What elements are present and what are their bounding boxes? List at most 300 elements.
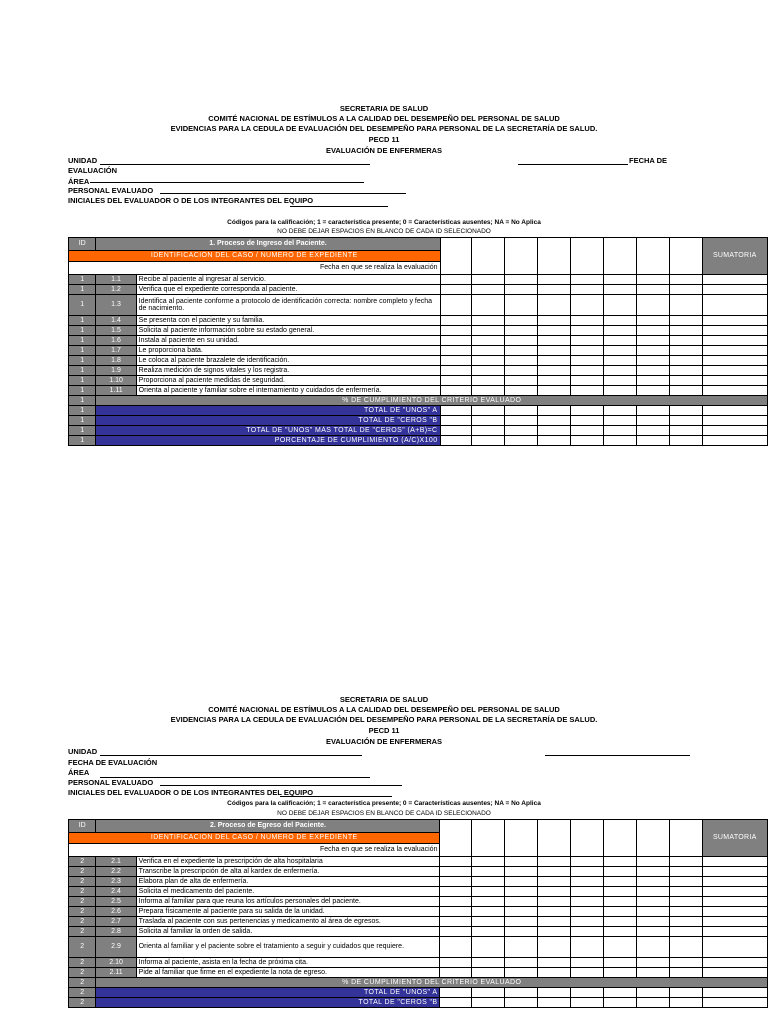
score-cell[interactable] (537, 376, 570, 386)
score-cell[interactable] (603, 295, 636, 316)
score-cell[interactable] (603, 366, 636, 376)
score-cell[interactable] (440, 436, 471, 446)
score-cell[interactable] (669, 998, 702, 1008)
score-cell[interactable] (669, 416, 702, 426)
score-cell[interactable] (471, 316, 504, 326)
area-label: ÁREA (68, 177, 90, 186)
score-cell[interactable] (537, 917, 570, 927)
score-cell[interactable] (636, 406, 669, 416)
score-cell[interactable] (636, 416, 669, 426)
score-cell[interactable] (471, 356, 504, 366)
score-cell[interactable] (570, 336, 603, 346)
sumatoria-cell[interactable] (702, 958, 767, 968)
score-cell[interactable] (537, 958, 570, 968)
score-cell[interactable] (669, 366, 702, 376)
score-cell[interactable] (471, 275, 504, 285)
score-cell[interactable] (504, 436, 537, 446)
id-header: ID (69, 820, 96, 833)
score-cell[interactable] (440, 867, 471, 877)
score-cell[interactable] (636, 907, 669, 917)
score-cell[interactable] (603, 988, 636, 998)
score-cell[interactable] (471, 416, 504, 426)
score-cell[interactable] (570, 907, 603, 917)
score-cell[interactable] (669, 927, 702, 937)
score-cell[interactable] (504, 285, 537, 295)
score-cell[interactable] (570, 968, 603, 978)
score-cell[interactable] (504, 988, 537, 998)
criterion-text: Proporciona al paciente medidas de seguridad. (136, 376, 440, 386)
score-cell[interactable] (471, 968, 504, 978)
score-cell[interactable] (669, 857, 702, 867)
score-cell[interactable] (636, 958, 669, 968)
score-cell[interactable] (504, 857, 537, 867)
sumatoria-cell[interactable] (702, 346, 767, 356)
score-cell[interactable] (440, 275, 471, 285)
score-cell[interactable] (471, 426, 504, 436)
score-cell[interactable] (471, 326, 504, 336)
iniciales-field[interactable] (280, 796, 392, 797)
score-cell[interactable] (440, 907, 471, 917)
score-cell[interactable] (537, 968, 570, 978)
score-cell[interactable] (504, 386, 537, 396)
score-cell[interactable] (669, 917, 702, 927)
sumatoria-cell[interactable] (702, 326, 767, 336)
score-cell[interactable] (537, 857, 570, 867)
score-cell[interactable] (537, 937, 570, 958)
score-cell[interactable] (603, 285, 636, 295)
score-cell[interactable] (636, 356, 669, 366)
score-cell[interactable] (537, 877, 570, 887)
score-cell[interactable] (537, 346, 570, 356)
score-cell[interactable] (471, 927, 504, 937)
score-cell[interactable] (570, 275, 603, 285)
score-cell[interactable] (440, 917, 471, 927)
sumatoria-cell[interactable] (702, 436, 767, 446)
score-cell[interactable] (471, 406, 504, 416)
criterion-number: 2.10 (96, 958, 136, 968)
sumatoria-cell[interactable] (702, 376, 767, 386)
score-cell[interactable] (603, 877, 636, 887)
score-cell[interactable] (669, 336, 702, 346)
area-field[interactable] (90, 182, 364, 183)
score-cell[interactable] (570, 366, 603, 376)
score-cell[interactable] (636, 887, 669, 897)
score-cell[interactable] (669, 295, 702, 316)
score-cell[interactable] (603, 927, 636, 937)
score-cell[interactable] (570, 927, 603, 937)
score-cell[interactable] (504, 917, 537, 927)
score-cell[interactable] (669, 887, 702, 897)
sumatoria-cell[interactable] (702, 927, 767, 937)
mark-col-header[interactable] (440, 820, 471, 857)
score-cell[interactable] (570, 436, 603, 446)
score-cell[interactable] (636, 326, 669, 336)
score-cell[interactable] (570, 295, 603, 316)
score-cell[interactable] (471, 376, 504, 386)
score-cell[interactable] (603, 937, 636, 958)
score-cell[interactable] (471, 436, 504, 446)
score-cell[interactable] (440, 406, 471, 416)
row-id: 1 (69, 346, 96, 356)
score-cell[interactable] (537, 887, 570, 897)
score-cell[interactable] (537, 316, 570, 326)
criterion-row (69, 366, 768, 376)
sumatoria-cell[interactable] (702, 968, 767, 978)
score-cell[interactable] (636, 436, 669, 446)
sumatoria-cell[interactable] (702, 275, 767, 285)
score-cell[interactable] (570, 326, 603, 336)
score-cell[interactable] (603, 887, 636, 897)
score-cell[interactable] (471, 285, 504, 295)
score-cell[interactable] (440, 376, 471, 386)
sumatoria-cell[interactable] (702, 336, 767, 346)
score-cell[interactable] (603, 275, 636, 285)
mark-col-header[interactable] (603, 820, 636, 857)
score-cell[interactable] (570, 857, 603, 867)
score-cell[interactable] (537, 988, 570, 998)
sumatoria-cell[interactable] (702, 907, 767, 917)
score-cell[interactable] (504, 968, 537, 978)
score-cell[interactable] (603, 968, 636, 978)
score-cell[interactable] (669, 877, 702, 887)
score-cell[interactable] (636, 867, 669, 877)
sumatoria-cell[interactable] (702, 416, 767, 426)
score-cell[interactable] (570, 998, 603, 1008)
score-cell[interactable] (537, 356, 570, 366)
score-cell[interactable] (636, 366, 669, 376)
score-cell[interactable] (471, 867, 504, 877)
score-cell[interactable] (471, 937, 504, 958)
mark-col-header[interactable] (537, 820, 570, 857)
score-cell[interactable] (504, 376, 537, 386)
score-cell[interactable] (669, 436, 702, 446)
score-cell[interactable] (504, 998, 537, 1008)
score-cell[interactable] (537, 386, 570, 396)
score-cell[interactable] (636, 937, 669, 958)
score-cell[interactable] (570, 346, 603, 356)
sumatoria-cell[interactable] (702, 877, 767, 887)
score-cell[interactable] (440, 927, 471, 937)
score-cell[interactable] (570, 917, 603, 927)
score-cell[interactable] (636, 346, 669, 356)
score-cell[interactable] (669, 285, 702, 295)
score-cell[interactable] (669, 968, 702, 978)
score-cell[interactable] (603, 326, 636, 336)
sumatoria-cell[interactable] (702, 998, 767, 1008)
score-cell[interactable] (603, 436, 636, 446)
score-cell[interactable] (669, 958, 702, 968)
score-cell[interactable] (636, 386, 669, 396)
mark-col-header[interactable] (570, 238, 603, 275)
score-cell[interactable] (570, 426, 603, 436)
score-cell[interactable] (603, 356, 636, 366)
score-cell[interactable] (603, 897, 636, 907)
score-cell[interactable] (669, 376, 702, 386)
score-cell[interactable] (537, 927, 570, 937)
score-cell[interactable] (669, 356, 702, 366)
score-cell[interactable] (603, 907, 636, 917)
score-cell[interactable] (504, 346, 537, 356)
score-cell[interactable] (504, 416, 537, 426)
score-cell[interactable] (471, 988, 504, 998)
score-cell[interactable] (537, 285, 570, 295)
score-cell[interactable] (636, 376, 669, 386)
score-cell[interactable] (570, 416, 603, 426)
mark-col-header[interactable] (504, 238, 537, 275)
score-cell[interactable] (669, 988, 702, 998)
score-cell[interactable] (537, 366, 570, 376)
score-cell[interactable] (504, 316, 537, 326)
score-cell[interactable] (570, 958, 603, 968)
mark-col-header[interactable] (471, 820, 504, 857)
score-cell[interactable] (603, 416, 636, 426)
score-cell[interactable] (669, 316, 702, 326)
score-cell[interactable] (570, 386, 603, 396)
score-cell[interactable] (440, 968, 471, 978)
score-cell[interactable] (440, 316, 471, 326)
score-cell[interactable] (603, 998, 636, 1008)
score-cell[interactable] (504, 336, 537, 346)
score-cell[interactable] (471, 366, 504, 376)
score-cell[interactable] (570, 316, 603, 326)
score-cell[interactable] (636, 275, 669, 285)
score-cell[interactable] (440, 877, 471, 887)
score-cell[interactable] (440, 998, 471, 1008)
score-cell[interactable] (570, 285, 603, 295)
mark-col-header[interactable] (537, 238, 570, 275)
sumatoria-cell[interactable] (702, 406, 767, 416)
mark-col-header[interactable] (636, 238, 669, 275)
score-cell[interactable] (537, 436, 570, 446)
sumatoria-cell[interactable] (702, 937, 767, 958)
score-cell[interactable] (440, 326, 471, 336)
score-cell[interactable] (603, 336, 636, 346)
score-cell[interactable] (636, 968, 669, 978)
score-cell[interactable] (537, 998, 570, 1008)
score-cell[interactable] (537, 336, 570, 346)
score-cell[interactable] (603, 857, 636, 867)
score-cell[interactable] (504, 406, 537, 416)
total-unos-row (69, 406, 768, 416)
score-cell[interactable] (440, 958, 471, 968)
score-cell[interactable] (570, 887, 603, 897)
score-cell[interactable] (603, 386, 636, 396)
score-cell[interactable] (471, 958, 504, 968)
score-cell[interactable] (440, 887, 471, 897)
sumatoria-cell[interactable] (702, 366, 767, 376)
score-cell[interactable] (440, 336, 471, 346)
score-cell[interactable] (440, 346, 471, 356)
mark-col-header[interactable] (471, 238, 504, 275)
score-cell[interactable] (504, 275, 537, 285)
score-cell[interactable] (440, 356, 471, 366)
score-cell[interactable] (537, 416, 570, 426)
score-cell[interactable] (504, 927, 537, 937)
criterion-number: 1.4 (96, 316, 136, 326)
score-cell[interactable] (440, 295, 471, 316)
score-cell[interactable] (537, 406, 570, 416)
score-cell[interactable] (537, 907, 570, 917)
score-cell[interactable] (636, 336, 669, 346)
score-cell[interactable] (570, 988, 603, 998)
score-cell[interactable] (537, 295, 570, 316)
header-secretaria: SECRETARIA DE SALUD (339, 104, 429, 113)
score-cell[interactable] (537, 326, 570, 336)
score-cell[interactable] (440, 366, 471, 376)
score-cell[interactable] (669, 346, 702, 356)
score-cell[interactable] (504, 295, 537, 316)
score-cell[interactable] (471, 857, 504, 867)
score-cell[interactable] (471, 897, 504, 907)
sumatoria-cell[interactable] (702, 295, 767, 316)
score-cell[interactable] (504, 887, 537, 897)
unidad-label: UNIDAD (68, 747, 98, 756)
total-ceros-row (69, 416, 768, 426)
mark-col-header[interactable] (504, 820, 537, 857)
fecha-field[interactable] (518, 164, 628, 165)
score-cell[interactable] (603, 917, 636, 927)
sumatoria-cell[interactable] (702, 356, 767, 366)
mark-col-header[interactable] (570, 820, 603, 857)
score-cell[interactable] (504, 326, 537, 336)
score-cell[interactable] (669, 867, 702, 877)
score-cell[interactable] (504, 426, 537, 436)
sumatoria-cell[interactable] (702, 285, 767, 295)
score-cell[interactable] (669, 426, 702, 436)
score-cell[interactable] (570, 376, 603, 386)
score-cell[interactable] (570, 877, 603, 887)
score-cell[interactable] (471, 998, 504, 1008)
score-cell[interactable] (471, 336, 504, 346)
score-cell[interactable] (504, 958, 537, 968)
iniciales-field[interactable] (290, 206, 388, 207)
score-cell[interactable] (603, 406, 636, 416)
unidad-field[interactable] (100, 164, 370, 165)
score-cell[interactable] (603, 958, 636, 968)
criterion-text: Orienta al paciente y familiar sobre el internamiento y cuidados de enfermería. (136, 386, 440, 396)
mark-col-header[interactable] (440, 238, 471, 275)
criterion-number: 2.11 (96, 968, 136, 978)
mark-col-header[interactable] (669, 820, 702, 857)
sumatoria-cell[interactable] (702, 857, 767, 867)
sumatoria-cell[interactable] (702, 316, 767, 326)
score-cell[interactable] (537, 897, 570, 907)
score-cell[interactable] (636, 998, 669, 1008)
score-cell[interactable] (504, 907, 537, 917)
row-id: 1 (69, 285, 96, 295)
score-cell[interactable] (440, 426, 471, 436)
score-cell[interactable] (669, 897, 702, 907)
row-id: 1 (69, 376, 96, 386)
score-cell[interactable] (440, 937, 471, 958)
score-cell[interactable] (636, 988, 669, 998)
score-cell[interactable] (504, 897, 537, 907)
score-cell[interactable] (440, 988, 471, 998)
score-cell[interactable] (471, 386, 504, 396)
score-cell[interactable] (669, 907, 702, 917)
score-cell[interactable] (669, 275, 702, 285)
criterion-text: Le proporciona bata. (136, 346, 440, 356)
score-cell[interactable] (636, 897, 669, 907)
sumatoria-cell[interactable] (702, 426, 767, 436)
score-cell[interactable] (636, 927, 669, 937)
score-cell[interactable] (504, 937, 537, 958)
score-cell[interactable] (570, 897, 603, 907)
score-cell[interactable] (636, 917, 669, 927)
score-cell[interactable] (636, 316, 669, 326)
score-cell[interactable] (440, 386, 471, 396)
score-cell[interactable] (537, 426, 570, 436)
score-cell[interactable] (570, 867, 603, 877)
score-cell[interactable] (636, 285, 669, 295)
score-cell[interactable] (471, 887, 504, 897)
sumatoria-cell[interactable] (702, 887, 767, 897)
sumatoria-cell[interactable] (702, 386, 767, 396)
sumatoria-cell[interactable] (702, 867, 767, 877)
score-cell[interactable] (669, 386, 702, 396)
score-cell[interactable] (669, 406, 702, 416)
personal-evaluado-field[interactable] (160, 193, 406, 194)
score-cell[interactable] (603, 867, 636, 877)
score-cell[interactable] (504, 356, 537, 366)
mark-col-header[interactable] (669, 238, 702, 275)
identificacion-caso: IDENTIFICACIÓN DEL CASO / NÚMERO DE EXPEDIENTE (69, 833, 440, 844)
no-dejar-espacios: NO DEBE DEJAR ESPACIOS EN BLANCO DE CADA ID SELECIONADO (277, 810, 491, 817)
score-cell[interactable] (504, 877, 537, 887)
score-cell[interactable] (570, 406, 603, 416)
sumatoria-cell[interactable] (702, 897, 767, 907)
sumatoria-cell[interactable] (702, 988, 767, 998)
score-cell[interactable] (471, 346, 504, 356)
score-cell[interactable] (669, 326, 702, 336)
score-cell[interactable] (471, 907, 504, 917)
unidad-field[interactable] (100, 755, 362, 756)
score-cell[interactable] (603, 346, 636, 356)
fecha-field[interactable] (545, 755, 690, 756)
score-cell[interactable] (537, 275, 570, 285)
score-cell[interactable] (504, 867, 537, 877)
score-cell[interactable] (570, 356, 603, 366)
mark-col-header[interactable] (603, 238, 636, 275)
score-cell[interactable] (440, 416, 471, 426)
score-cell[interactable] (603, 376, 636, 386)
score-cell[interactable] (440, 897, 471, 907)
criterion-row (69, 887, 768, 897)
score-cell[interactable] (504, 366, 537, 376)
score-cell[interactable] (636, 857, 669, 867)
score-cell[interactable] (471, 877, 504, 887)
sumatoria-cell[interactable] (702, 917, 767, 927)
score-cell[interactable] (537, 867, 570, 877)
score-cell[interactable] (636, 877, 669, 887)
score-cell[interactable] (636, 426, 669, 436)
score-cell[interactable] (570, 937, 603, 958)
score-cell[interactable] (440, 857, 471, 867)
personal-evaluado-label: PERSONAL EVALUADO (68, 186, 154, 195)
score-cell[interactable] (440, 285, 471, 295)
score-cell[interactable] (471, 295, 504, 316)
score-cell[interactable] (636, 295, 669, 316)
mark-col-header[interactable] (636, 820, 669, 857)
header-pecd: PECD 11 (368, 135, 400, 144)
score-cell[interactable] (471, 917, 504, 927)
criterion-text: Se presenta con el paciente y su familia. (136, 316, 440, 326)
header-evaluacion-enfermeras: EVALUACIÓN DE ENFERMERAS (325, 737, 443, 746)
score-cell[interactable] (603, 316, 636, 326)
score-cell[interactable] (603, 426, 636, 436)
score-cell[interactable] (669, 937, 702, 958)
personal-evaluado-field[interactable] (160, 785, 402, 786)
